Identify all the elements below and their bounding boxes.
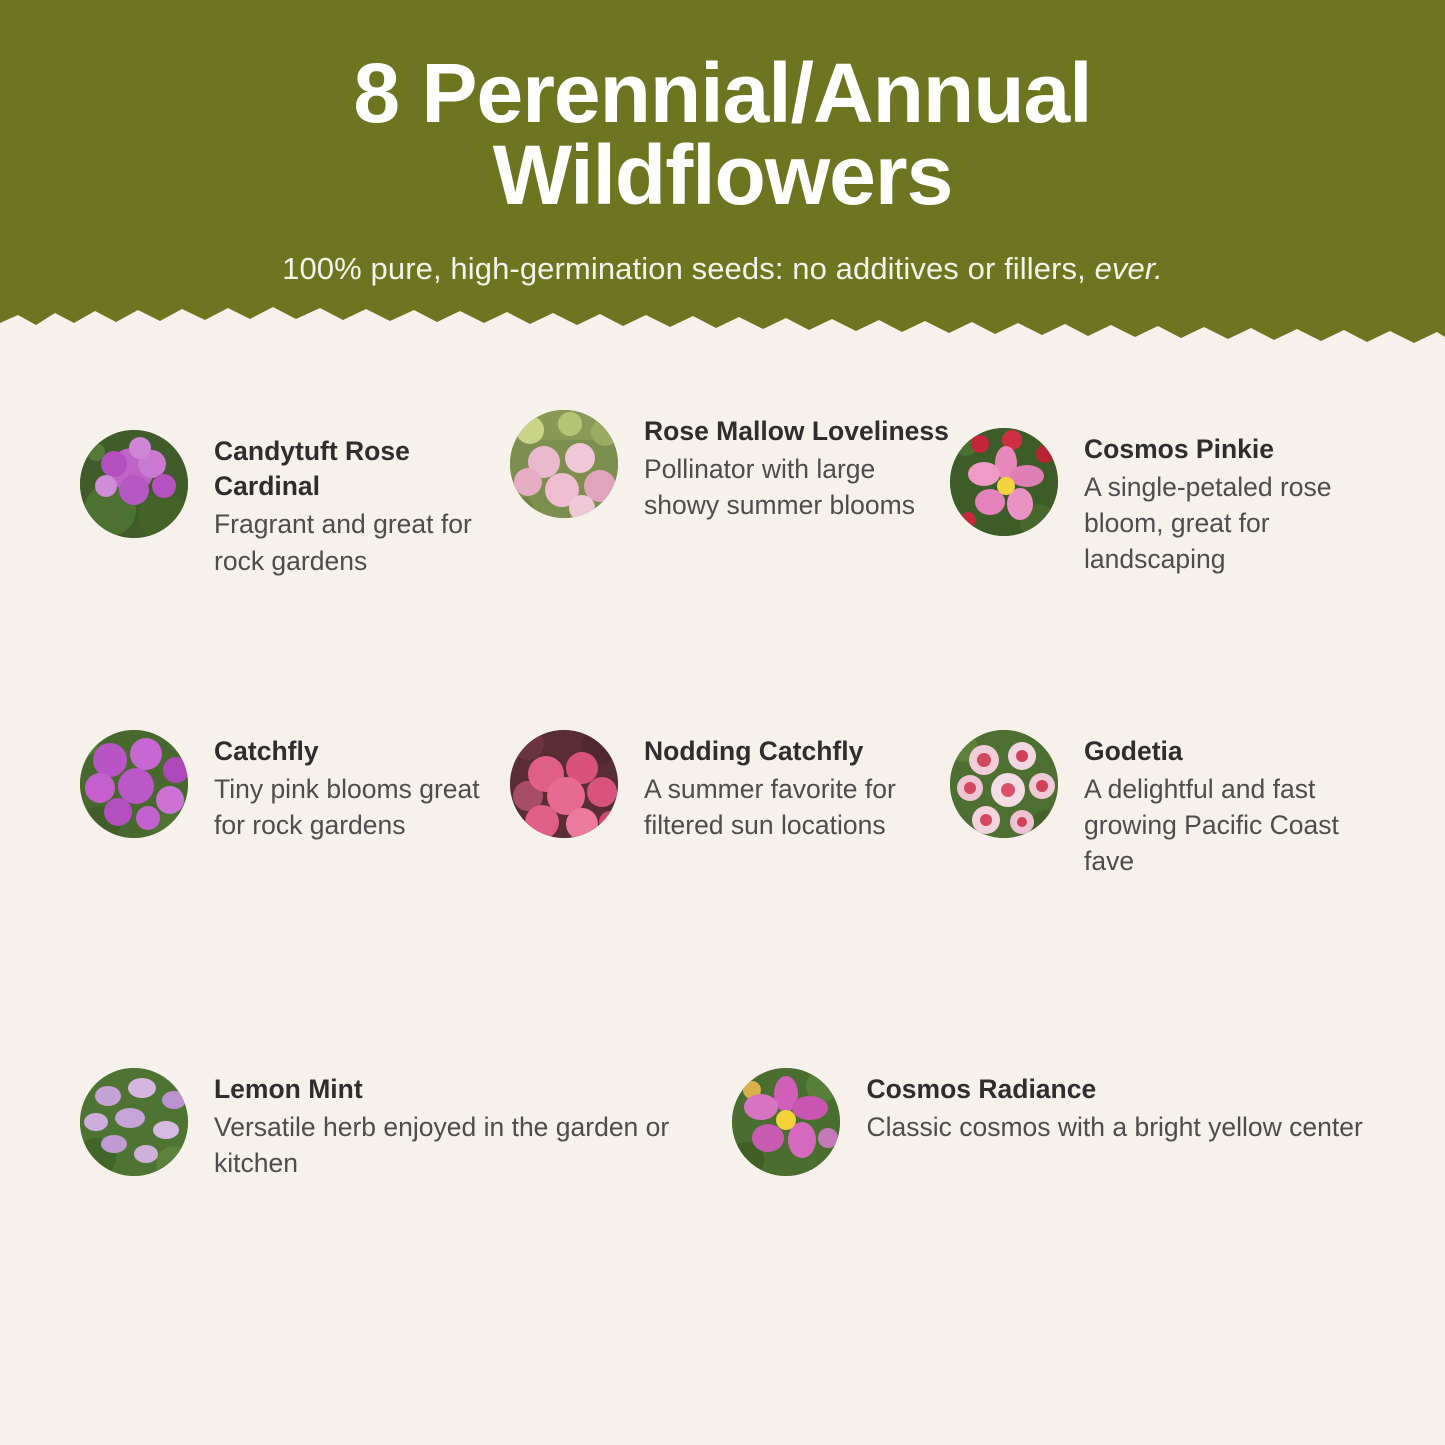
flower-name: Cosmos Pinkie [1084,434,1274,464]
subtitle-text: 100% pure, high-germination seeds: no additives or fillers, [282,250,1095,286]
list-item [80,430,510,730]
list-item-text [1084,730,1370,879]
flower-description: Versatile herb enjoyed in the garden or kitchen [214,1112,670,1179]
list-item [732,1068,1370,1181]
page-title-line-1: 8 Perennial/Annual [353,46,1092,140]
flower-row [75,730,1370,1068]
flower-description: Pollinator with large showy summer blooms [644,454,915,521]
rose-mallow-loveliness-photo [510,410,618,518]
list-item [80,730,510,1068]
list-item-text [866,1068,1362,1145]
flower-name: Nodding Catchfly [644,736,864,766]
list-item [510,730,950,1068]
list-item [950,428,1370,730]
torn-paper-edge-icon [0,301,1445,345]
candytuft-rose-cardinal-photo [80,430,188,538]
list-item-text [214,1068,732,1181]
cosmos-radiance-photo [732,1068,840,1176]
catchfly-photo [80,730,188,838]
flower-row [75,416,1370,730]
list-item [80,1068,732,1181]
page-title-line-2: Wildflowers [492,128,953,223]
nodding-catchfly-photo [510,730,618,838]
list-item [950,730,1370,1068]
flower-description: A delightful and fast growing Pacific Coast fave [1084,774,1339,877]
list-item-text [214,430,510,579]
page-title [198,46,1248,223]
flower-description: A summer favorite for filtered sun locations [644,774,896,841]
list-item-text [644,410,950,523]
flower-name: Lemon Mint [214,1074,363,1104]
flower-name: Cosmos Radiance [866,1074,1097,1104]
flower-list [0,416,1445,1181]
list-item-text [214,730,510,843]
lemon-mint-photo [80,1068,188,1176]
godetia-photo [950,730,1058,838]
page-subtitle [0,251,1445,287]
flower-name: Godetia [1084,736,1183,766]
header-banner [0,0,1445,345]
flower-description: Classic cosmos with a bright yellow center [866,1112,1363,1143]
flower-name: Catchfly [214,736,319,766]
flower-description: Tiny pink blooms great for rock gardens [214,774,480,841]
cosmos-pinkie-photo [950,428,1058,536]
list-item [510,410,950,730]
flower-description: Fragrant and great for rock gardens [214,509,472,576]
flower-name: Rose Mallow Loveliness [644,416,949,446]
subtitle-emphasis: ever. [1094,250,1163,286]
list-item-text [1084,428,1370,577]
header-content [0,0,1445,287]
flower-row [75,1068,1370,1181]
flower-name: Candytuft Rose Cardinal [214,436,410,502]
flower-description: A single-petaled rose bloom, great for landscaping [1084,472,1332,575]
list-item-text [644,730,950,843]
